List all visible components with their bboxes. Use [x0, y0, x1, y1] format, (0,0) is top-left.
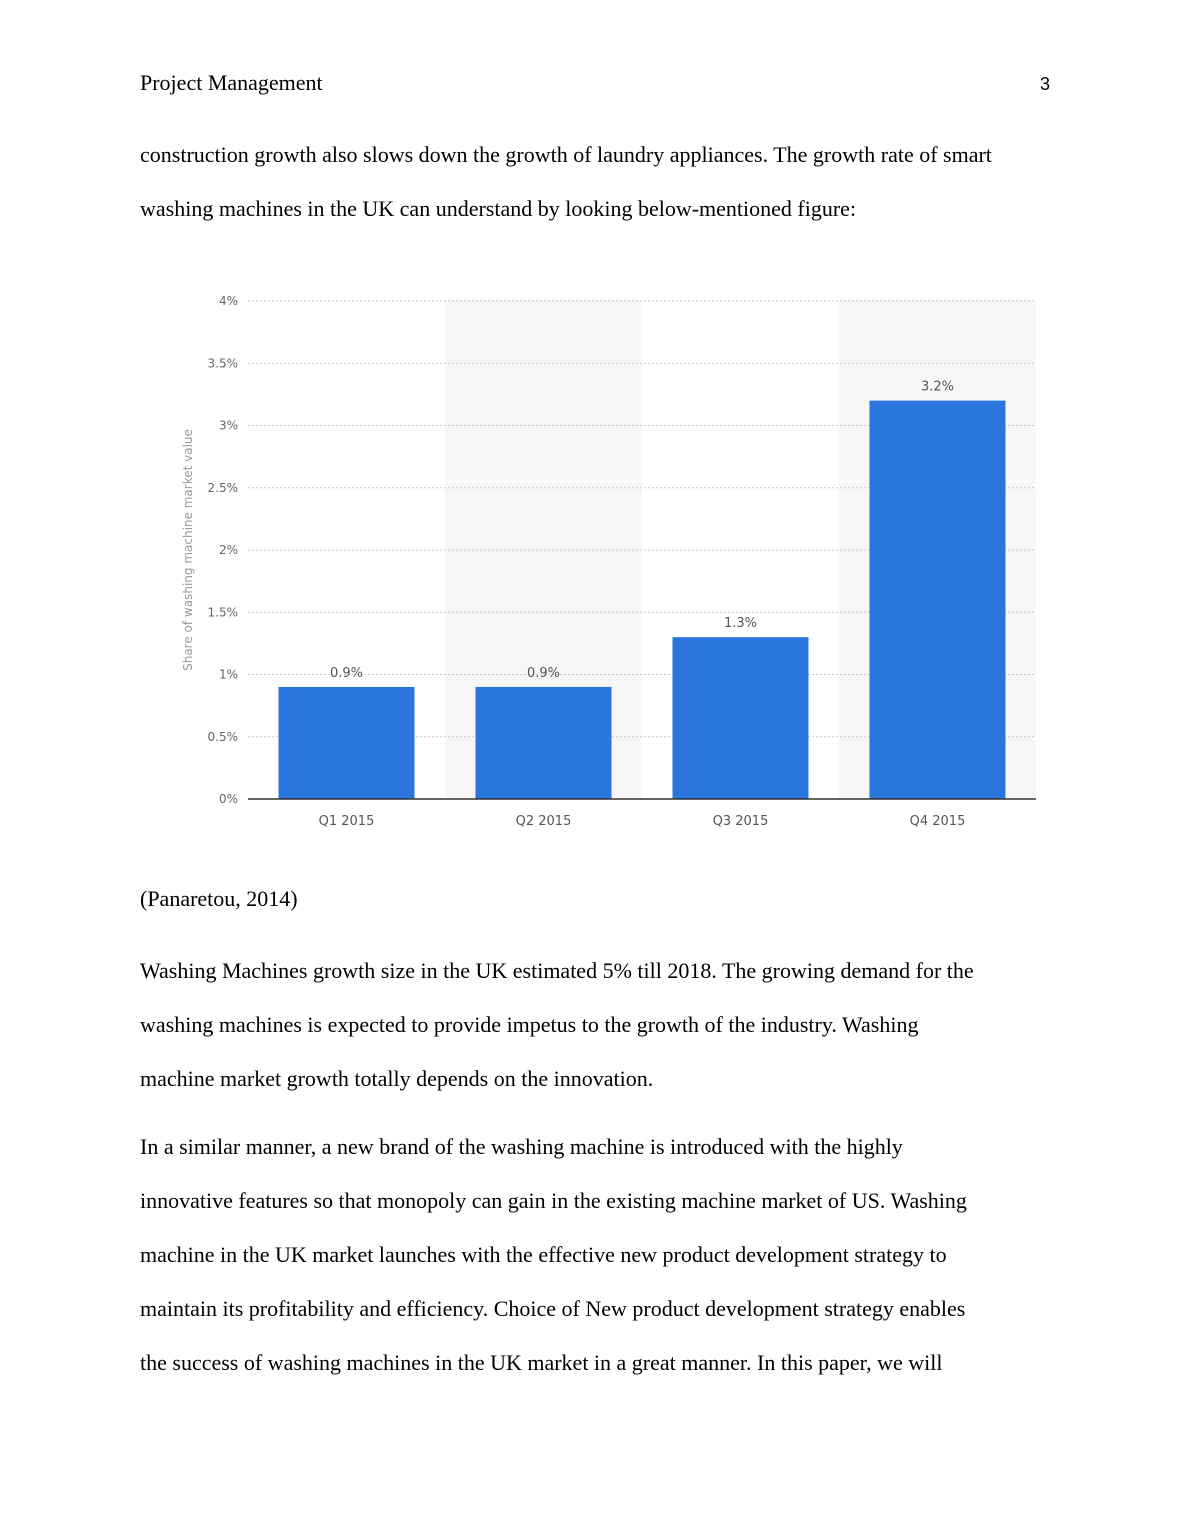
paragraph-strategy [140, 1132, 1060, 1402]
data-label: 0.9% [526, 665, 561, 681]
x-tick-label: Q3 2015 [712, 814, 769, 829]
y-tick-label: 2.5% [207, 480, 238, 495]
y-tick-label: 4% [218, 294, 238, 308]
x-tick-label: Q2 2015 [515, 814, 572, 829]
bar [673, 637, 809, 799]
bar [279, 687, 415, 799]
y-tick-label: 0.5% [207, 729, 238, 744]
text-line: In a similar manner, a new brand of the washing machine is introduced with the highly [140, 1134, 903, 1159]
text-line: the success of washing machines in the UK market in a great manner. In this paper, we will [140, 1350, 943, 1375]
bar [870, 401, 1006, 799]
page-number: 3 [1040, 74, 1051, 94]
y-axis-ticks [208, 294, 239, 806]
text-line: washing machines is expected to provide impetus to the growth of the industry. Washing [140, 1012, 919, 1037]
paragraph-intro [140, 140, 1060, 248]
y-tick-label: 2% [218, 543, 238, 557]
running-head: Project Management [140, 70, 323, 95]
x-tick-label: Q1 2015 [318, 814, 375, 829]
paragraph-growth [140, 956, 1060, 1118]
text-line: construction growth also slows down the growth of laundry appliances. The growth rate of smart [140, 142, 992, 167]
citation: (Panaretou, 2014) [140, 886, 298, 911]
text-line: Washing Machines growth size in the UK estimated 5% till 2018. The growing demand for the [140, 958, 974, 983]
y-axis-label: Share of washing machine market value [181, 429, 195, 671]
data-label: 1.3% [723, 616, 758, 632]
data-label: 0.9% [329, 665, 364, 681]
text-line: machine in the UK market launches with the effective new product development strategy to [140, 1242, 947, 1267]
text-line: maintain its profitability and efficiency. Choice of New product development strategy enables [140, 1296, 966, 1321]
text-line: machine market growth totally depends on the innovation. [140, 1066, 654, 1091]
y-tick-label: 1% [218, 667, 238, 682]
bar [476, 687, 612, 799]
y-tick-label: 3% [218, 418, 238, 433]
x-axis-ticks [319, 814, 966, 829]
text-line: washing machines in the UK can understand by looking below-mentioned figure: [140, 196, 857, 221]
data-label: 3.2% [920, 379, 955, 395]
y-tick-label: 1.5% [207, 605, 238, 620]
y-tick-label: 0% [218, 792, 238, 806]
bar-chart [170, 280, 1050, 850]
x-tick-label: Q4 2015 [909, 814, 966, 829]
text-line: innovative features so that monopoly can gain in the existing machine market of US. Washing [140, 1188, 967, 1213]
y-tick-label: 3.5% [207, 356, 238, 371]
